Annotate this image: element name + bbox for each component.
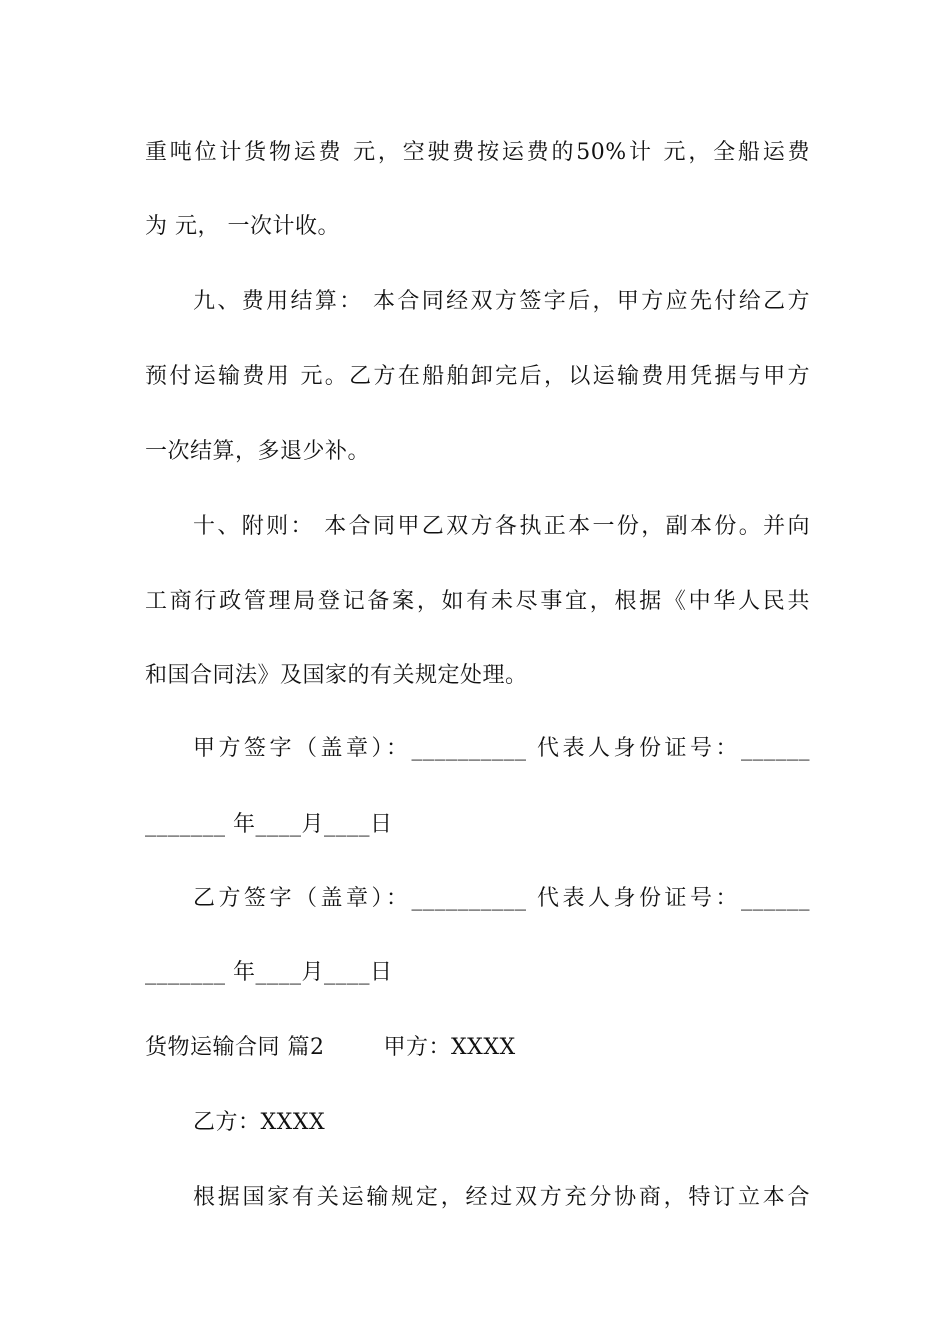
party-b-name: 乙方：XXXX [193,1110,326,1135]
party-a-signature-line: 甲方签字（盖章）：__________ 代表人身份证号：______ [193,736,810,761]
party-b-signature-line: 乙方签字（盖章）：__________ 代表人身份证号：______ [193,886,810,911]
section-title: 货物运输合同 篇2 [145,1035,325,1060]
paragraph-line: 根据国家有关运输规定，经过双方充分协商，特订立本合 [193,1185,810,1210]
clause-10-heading-line: 十、附则： 本合同甲乙双方各执正本一份，副本份。并向 [193,514,810,539]
section-title-line [145,1033,810,1063]
paragraph-line: 工商行政管理局登记备案，如有未尽事宜，根据《中华人民共 [145,589,810,614]
clause-9-heading-line: 九、费用结算： 本合同经双方签字后，甲方应先付给乙方 [193,289,810,314]
party-a-date-line: _______ 年____月____日 [145,812,393,837]
paragraph-line: 预付运输费用 元。乙方在船舶卸完后，以运输费用凭据与甲方 [145,364,810,389]
paragraph-line: 重吨位计货物运费 元，空驶费按运费的50%计 元，全船运费 [145,140,810,165]
party-b-date-line: _______ 年____月____日 [145,960,393,985]
party-a-name: 甲方：XXXX [383,1035,516,1060]
paragraph-line: 和国合同法》及国家的有关规定处理。 [145,663,528,688]
paragraph-line: 一次结算，多退少补。 [145,439,371,464]
paragraph-line: 为 元， 一次计收。 [145,214,340,239]
